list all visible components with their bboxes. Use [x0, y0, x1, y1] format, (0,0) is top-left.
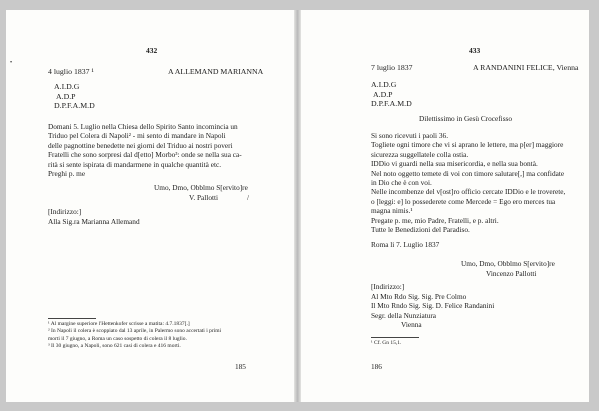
- address-line: Vienna: [401, 320, 422, 330]
- body-line: delle pagnottine benedette nei giorni del Triduo ai nostri poveri: [48, 140, 233, 150]
- letter-recipient: A ALLEMAND MARIANNA: [168, 67, 264, 76]
- address-block: [371, 292, 494, 330]
- footnotes: [48, 321, 221, 351]
- footnote-rule: [371, 337, 419, 338]
- address-label: [Indirizzo:]: [48, 207, 82, 216]
- body-line: sicurezza suggellatele colla ostia.: [371, 149, 469, 159]
- left-page: [6, 10, 294, 402]
- footnote: ² In Napoli il colera è scoppiato dal 13 aprile, in Palermo sono accertati i primi: [48, 328, 222, 335]
- book-gutter: [294, 10, 301, 402]
- footnote-rule: [48, 318, 96, 319]
- letter-date: 4 luglio 1837 ¹: [48, 67, 94, 76]
- address-line: Segr. della Nunziatura: [371, 310, 437, 320]
- right-page: [301, 10, 589, 402]
- letter-body: [48, 122, 242, 178]
- signature-line: Umo, Dmo, Obblmo S[ervito]re: [154, 183, 248, 192]
- abbrev-block: [54, 82, 95, 111]
- signature-name: V. Pallotti: [189, 193, 219, 202]
- abbrev-line: D.P.F.A.M.D: [54, 101, 95, 111]
- footnote: ¹ Al margine superiore l'Hettenkofer scrisse a matita: 4.7.1837[.]: [48, 321, 190, 327]
- body-line: in Dio che è con voi.: [371, 178, 432, 188]
- letter-recipient: A RANDANINI FELICE, Vienna: [473, 63, 579, 72]
- address-line: Alla Sig.ra Marianna Allemand: [48, 217, 140, 226]
- address-line: Al Mto Rdo Sig. Sig. Pre Colmo: [371, 292, 467, 301]
- body-line: Fratelli che sono sorpresi dal d[etto] Morbo³: onde se nella sua ca-: [48, 150, 242, 160]
- footnote: ¹ Cf. Gn 15,1.: [371, 340, 402, 346]
- letter-number: 433: [469, 46, 481, 55]
- body-line: o [leggi: e] lo possederete come Mercede = Ego ero merces tua: [371, 196, 556, 206]
- page-folio: 186: [371, 362, 382, 371]
- place-date: Roma li 7. Luglio 1837: [371, 240, 440, 249]
- body-line: rità si sente ispirata di mandarmene in qualche quantità etc.: [48, 159, 222, 169]
- signature-name: Vincenzo Pallotti: [486, 269, 537, 278]
- abbrev-line: D.P.F.A.M.D: [371, 99, 412, 109]
- body-line: IDDio vi guardi nella sua misericordia, e nella sua bontà.: [371, 159, 538, 169]
- abbrev-block: [371, 80, 412, 109]
- body-line: Si sono ricevuti i paoli 36.: [371, 131, 449, 140]
- body-line: Pregate p. me, mio Padre, Fratelli, e p. altri.: [371, 215, 499, 225]
- letter-date: 7 luglio 1837: [371, 63, 413, 72]
- page-folio: 185: [235, 362, 246, 371]
- body-line: Domani 5. Luglio nella Chiesa dello Spirito Santo incomincia un: [48, 122, 238, 131]
- letter-body: [371, 131, 565, 234]
- signature-mark: /: [247, 193, 250, 202]
- footnote: morti il 7 giugno, a Roma un caso sospetto di colera il 8 luglio.: [48, 335, 187, 342]
- footnote: ³ Il 30 giugno, a Napoli, sono 621 casi di colera e 416 morti.: [48, 343, 181, 350]
- margin-mark: •: [10, 60, 13, 66]
- abbrev-line: A.I.D.G: [54, 82, 80, 91]
- abbrev-line: A.D.P: [56, 91, 76, 101]
- footnotes: [371, 340, 401, 347]
- address-line: Il Mto Rndo Sig. Sig. D. Felice Randanini: [371, 301, 495, 311]
- abbrev-line: A.I.D.G: [371, 80, 397, 89]
- signature-line: Umo, Dmo, Obblmo S[ervito]re: [461, 259, 555, 268]
- body-line: Togliete ogni timore che vi si aprano le lettere, ma p[er] maggiore: [371, 140, 564, 150]
- salutation: Dilettissimo in Gesù Crocefisso: [419, 114, 513, 123]
- body-line: Nel noto oggetto temete di voi con timore salutare[,] ma confidate: [371, 168, 565, 178]
- body-line: Nelle incombenze del v[ost]ro officio cercate IDDio e le troverete,: [371, 187, 566, 197]
- address-label: [Indirizzo:]: [371, 282, 405, 291]
- abbrev-line: A.D.P: [373, 89, 393, 99]
- body-line: Preghi p. me: [48, 169, 86, 179]
- body-line: magna nimis.¹: [371, 206, 413, 216]
- body-line: Triduo pel Colera di Napoli² - mi sento di mandare in Napoli: [48, 131, 226, 141]
- body-line: Tutte le Benedizioni del Paradiso.: [371, 225, 470, 235]
- letter-number: 432: [146, 46, 158, 55]
